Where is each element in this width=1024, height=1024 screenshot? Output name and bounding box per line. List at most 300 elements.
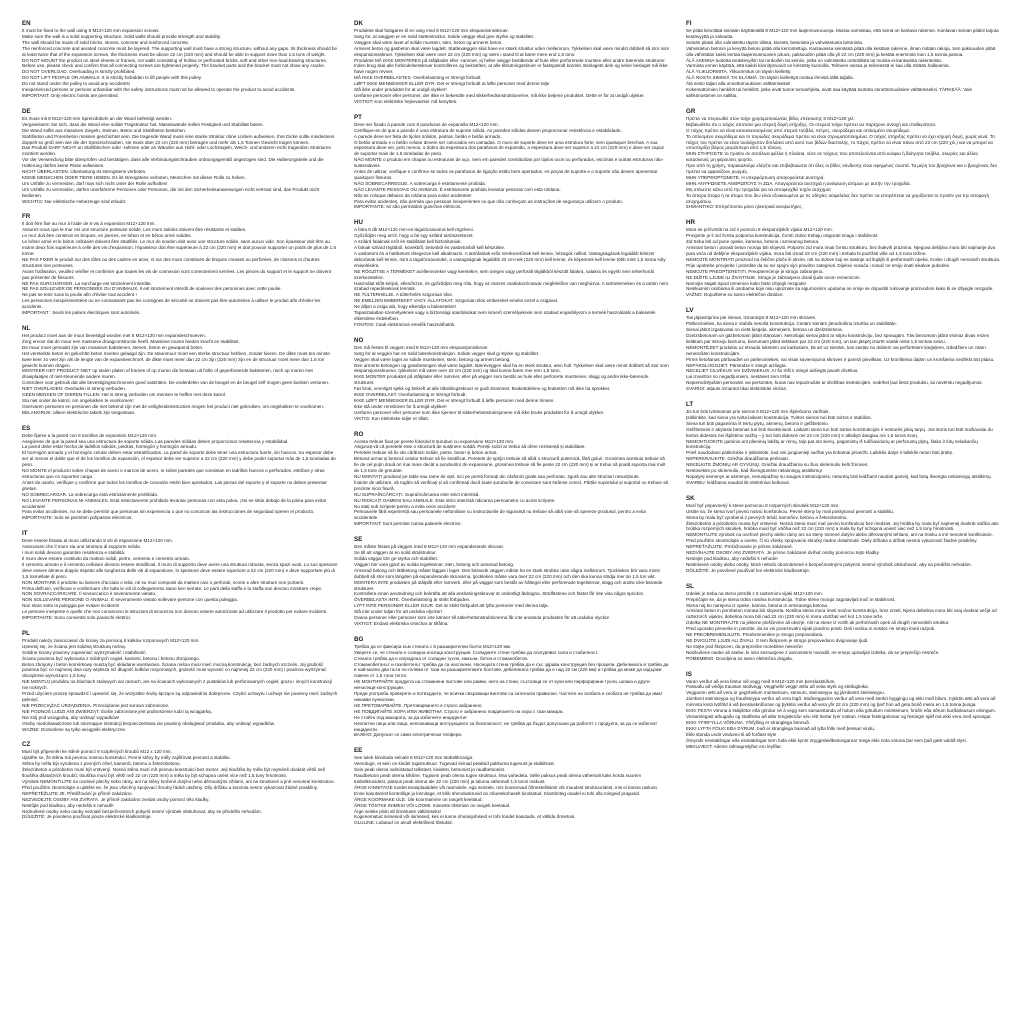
instruction-line: SVARĪGI: atļauts izmantot tikai elektriskās vinčas. <box>686 386 788 392</box>
instruction-line: Győződjön meg arról, hogy a fal egy szilárd tartószerkezet. <box>354 233 474 239</box>
language-section <box>22 20 338 99</box>
instruction-line: Gelžbetonis ir akytasis betonas turi būti sluoksniuoti. Laikanti siena turi būti tvirtos konstrukcijos ir nenturėti jokių tarpų. Jos storis turi būti mažiausiai du kartus didesnis nei išplėtimo varžtų – ji turi būti didesnė nei 22 cm (220 mm) ir atlaikyti daugiau nei 1,5 tonos svorį. <box>686 426 993 438</box>
instruction-line: NE RÖGZÍTSE A TERMÉKET acéllemezekre vagy keretekre, sem üreges vagy perforált téglákból készült falakra, salakra és egyéb nem teherhordó szerkezetekre. <box>354 268 655 280</box>
language-code: GR <box>686 107 696 115</box>
instruction-line: Asegúrese de que la pared sea una estructura de soporte sólida. Las paredes sólidas deben proporcionar resistencia y estabilidad. <box>22 438 289 444</box>
instruction-line: WICHTIG: Nur elektrische Hebezeuge sind erlaubt. <box>22 198 127 204</box>
instruction-line: NIE MONTUJ produktu na blachach stalowych ani ramach, ani na ścianach wykonanych z pustaków lub perforowanych cegieł, gruzu i innych konstrukcji nie nośnych. <box>22 679 332 691</box>
instruction-line: Armeret beton og gasbeton skal være lagdelt. Støttevæggen skal have en stærk struktur uden mellemrum. Tykkelsen skal være mindst dobbelt så stor som ekspansionsskruer. Tykkelsen skal være over 22 cm (220 mm) og være i stand til at bære mere end 1,5 tons. <box>354 45 670 57</box>
instruction-line: НЕ ПРЕТОВАРВАЙТЕ. Претоварването е строго забранено. <box>354 702 483 708</box>
language-section <box>22 630 338 733</box>
language-code: BG <box>354 635 364 643</box>
instruction-line: NEDVÍHAJTE OSOBY ANI ZVIERATÁ. Je prísne zakázané dvíhať osoby pomocou tejto kladky. <box>686 550 880 556</box>
instruction-line: Varmista ennen käyttöä, että kaikki kiinnitysruuvit on kiristetty kunnolla. Telineen osissa ja telineessä ei saa olla mitään halkeamia. <box>686 63 950 69</box>
instruction-line: Ściana powinna być wykonana z solidnych cegieł, kamieni, betonu i betonu zbrojonego. <box>22 655 200 661</box>
instruction-line: Siena turi būti pagaminta iš tvirtų plytų, akmenų, betono ir gelžbetonio. <box>686 420 829 426</box>
instruction-line: Não se coloque debaixo da roldana para evitar acidentes! <box>354 192 472 198</box>
instruction-line: ΜΗΝ ΥΠΕΡΦΟΡΤΩΝΕΤΕ. Η υπερφόρτωση απαγορεύεται αυστηρά. <box>686 174 825 180</box>
language-section <box>686 583 1002 662</box>
instruction-line: NO LEVANTE PERSONAS NI ANIMALES. Está estrictamente prohibido levantar personas con esta polea. ¡No se sitúe debajo de la polea para evitar accidentes! <box>22 497 327 509</box>
instruction-line: VIGTIGT: Kun elektriske hejseværker må benyttes. <box>354 98 458 104</box>
instruction-line: See tuleb kinnitada seinale 8 M12×120 mm tüübeltkruviga. <box>354 755 474 761</box>
instruction-line: Solida väggar bör ge styrka och stabilitet. <box>354 555 439 561</box>
language-section <box>22 425 338 522</box>
instruction-line: ÄLÄ ASENNA tuotetta teräslevyihin tai runkoihin tai seiniin, jotka on valmistettu onttotiilistä tai muista ei-kantavista rakenteista. <box>686 57 943 63</box>
instruction-line: НЕ ПОВДИГАЙТЕ ХОРА ИЛИ ЖИВОТНИ. Строго е забранено повдигането на хора с тази макара. <box>354 708 564 714</box>
instruction-line: Pred použitím skontrolujte a overte, či sú všetky spojovacie skrutky riadne dotiahnuté. Diely držiaka a držiak nesmú vykazovať žiadne praskliny. <box>686 538 978 544</box>
instruction-line: Betonul armat și betonul celular trebuie să fie stratificat. Peretele de sprijin trebuie să aibă o structură puternică, fără goluri. Grosimea acestuia trebuie să fie de cel puțin două ori mai mare decât a șuruburilor de expansiune, grosimea trebuie să fie peste 22 cm (220 mm) și ar trebui să poată suporta mai mult de 1,5 tone de greutate. <box>354 456 666 474</box>
instruction-line: VIKTIGT: Endast elektriska vinschar är tillåtna. <box>354 620 449 626</box>
instruction-line: NIE PODNOŚ LUDZI ANI ZWIERZĄT. Ściśle zabronione jest podnoszenie ludzi tą wciągarką. <box>22 708 212 714</box>
instruction-line: Før bruk, vennligst sjekk og bekreft at alle tilkoblingsskruer er godt strammet. Brakettdelene og braketten må ikke ha sprekker. <box>354 386 611 392</box>
language-code: EN <box>22 20 31 27</box>
language-code: IT <box>22 530 28 538</box>
instruction-line: Pred uporabo preverite in potrdite, da so vsi povezovalni vijaki pravilno priviti. Deli nosilca in nosilec ne smejo imeti razpok. <box>686 626 936 632</box>
language-section <box>354 636 670 739</box>
instruction-line: NIET OVERLADEN: Overladen is streng verboden. <box>22 386 127 392</box>
language-code: LV <box>686 307 694 315</box>
language-section <box>22 741 338 820</box>
instruction-line: Den må festes til veggen med 8 M12×120 mm ekspansjonsskruer. <box>354 344 489 350</box>
language-section <box>686 219 1002 298</box>
instruction-line: Ne pas se tenir sous la poulie afin d'éviter tout accident ! <box>22 292 137 298</box>
instruction-line: MÅ IKKE OVERBELASTES. Overbelastning er strengt forbudt. <box>354 75 482 81</box>
instruction-line: Neizkušene osebe ali osebe, ki niso seznanjene z varnostnimi navodili, ne smejo upravljati izdelka, da se preprečijo nesreče. <box>686 649 940 655</box>
instruction-line: Väggen bör vara gjord av solida tegelstenar, sten, betong och armerad betong. <box>354 561 515 567</box>
instruction-line: Nepatyrę asmenys ar asmenys, nesusipažinę su saugos instrukcijomis, neturėtų būti leidžiami naudoti gaminį, kad būtų išvengta nelaimingų atsitikimų. <box>686 474 992 479</box>
language-section <box>686 495 1002 574</box>
language-section <box>354 337 670 422</box>
instruction-line: Enne kasutamist kontrollige ja kinnitage, et kõik ühenduskruvid on nõuetekohaselt kinnitatud. Klambriteg osadel ei tohi olla mingeid pragusid. <box>354 790 641 796</box>
instruction-line: Se pitää kiinnittää seinään käyttämällä 8 M12×120 mm laajennusruuveja. Muista varmistaa, että seinä on kantava rakenne. Kantavan seinän pitäisi tarjota kestävyyttä ja vakautta. <box>686 28 999 39</box>
instruction-line: A parede deve ser feita de tijolos sólidos, pedras, betão e betão armado. <box>354 133 502 139</box>
instruction-line: Produktet MÅ IKKE MONTERES på stålplader eller -rammer, ej heller vægge bestående af hule eller perforerede mursten eller andre bærende strukturer. <box>354 57 666 63</box>
instruction-line: Neskúsené osoby alebo osoby, ktoré nebolú oboznámené s bezpečnostnými pokynmi nesmú výrobok obsluhovať, aby sa predišlo nehodám. <box>686 561 972 567</box>
instruction-line: ÄRGE KOORMAKE ÜLE. Üle koormamine on rangelt keelatud. <box>354 796 483 802</box>
instruction-line: Inexperienced persons or persons unfamiliar with the safety instructions must not be allowed to operate the product to avoid accidents. <box>22 87 296 93</box>
language-code: DK <box>354 20 363 27</box>
instruction-line: Den armerte betongen og gassbetongen skal være lagdelt. Bæreveggen skal ha en sterk struktur, uten hull. Tykkelsen skal være minst dobbelt så stor som ekspansjonsskruene, tykkelsen må være over 22 cm (220 mm) og skal kunne bære mer enn 1,5 tonn. <box>354 362 669 374</box>
instruction-line: Óreyndir einstaklingar eða einstaklingar sem hafa ekki kynnt öryggisleiðbeiningarnar mega ekki nota vöruna þar sem það gæti valdið slysi. <box>686 737 967 743</box>
instruction-line: Železobetón a pórobetón musia byť vrstvené. Nosná stena musí mať pevnú konštrukciu bez medzier. Jej hrúbka by mala byť najmenej dvakrát väčšia ako hrúbka rozperných skrutiek, hrúbka musí byť väčšia než 22 cm (220 mm) a mala by byť schopná uniesť viac než 1,5 tony hmotnosti. <box>686 520 999 532</box>
instruction-line: VAŽNO: Dopuštene su samo električne dizalice. <box>686 292 784 298</box>
language-code: CZ <box>22 741 31 749</box>
language-code: NL <box>22 324 31 332</box>
instruction-line: NEZVEDEJTE OSOBY ANI ZVÍŘATA. Je přísně zakázáno zvedat osoby pomocí této kladky. <box>22 796 210 802</box>
instruction-line: OLULINE: Lubatud on ainult elektrilised tõstukid. <box>354 820 453 826</box>
instruction-line: Neiskusnim osobama ili osobama koje nisu upoznate sa sigurnosnim uputama ne smije se dopustiti rukovanje proizvodom kako bi se izbjegle nezgode. <box>686 286 994 292</box>
instruction-line: НЕ МОНТИРАЙТЕ продукта на стоманени листове или рамки, нито на стени, състоящи се от кухи или перфорирани тухли, шлака и други неносещи конструкции. <box>354 679 650 691</box>
instruction-line: Неопитни лица или лица, непознаващи инструкциите за безопасност, не трябва да бъдат допускани да работят с продукта, за да се избегнат инциденти. <box>354 720 658 732</box>
instruction-line: Не стойте под макарата, за да избегнете инциденти! <box>354 714 467 720</box>
instruction-line: Pirms lietošanas pārbaudiet un pārliecinieties, vai visas savienojuma skrūves ir pareizi pievilktas. Uz kronšteina daļām un kronšteina nedrīkst būt plaisu. <box>686 356 995 362</box>
instruction-line: NICHT ÜBERLASTEN. Überlastung ist strengstens verboten. <box>22 169 147 175</box>
instruction-line: NEMOJTE MONTIRATI proizvod na čelične ploče ili okvire, niti na zidove koji se sastoje od šupljih ili perforiranih opeka, troske i drugih nenosivih struktura. <box>686 256 1001 262</box>
instruction-line: ΜΗΝ ΣΤΗΡΙΞΕΤΕ το προϊόν σε ατσάλινα φύλλα ή πλαίσια, ούτε σε τοίχους που αποτελούνται από κούφια ή διάτρητα τούβλα, σκωρίες και άλλες κατασκευές μη φέρουσες φορτίο. <box>686 151 979 163</box>
instruction-line: Musí byť pripevnený k stene pomocou 8 rozperných skrutiek M12×120 mm. <box>686 502 840 508</box>
instruction-line: Controleer voor gebruik dat alle bevestigingsschroeven goed vastzitten. De onderdelen van de beugel en de beugel zelf mogen geen barsten vertonen. <box>22 380 330 386</box>
instruction-line: NON MONTARE il prodotto su lamiere d'acciaio o telai, né su muri composti da mattoni cavi o perforati, scorie e altre strutture non portanti. <box>22 579 305 585</box>
instruction-line: Stahlbeton und Porenbeton müssen geschichtet sein. Die tragende Wand muss eine starke Struktur ohne Lücken aufweisen. Ihre Dicke sollte mindestens doppelt so groß sein wie die der Spreizschrauben, sie muss über 22 cm (220 mm) betragen und mehr als 1,5 Tonnen Gewicht tragen können. <box>22 133 335 145</box>
instruction-line: Antes de utilizar, verifique e confirme se todos os parafusos de ligação estão bem apertados. As peças de suporte e o suporte não devem apresentar quaisquer fissuras. <box>354 169 658 180</box>
instruction-line: IMPORTANTE: Sono consentiti solo paranchi elettrici. <box>22 615 132 621</box>
language-section <box>686 20 1002 99</box>
instruction-line: Stå inte under taljan för att undvika olyckor! <box>354 609 443 615</box>
instruction-line: Jis turi būti tvirtinamas prie sienos 8 M12×120 mm išplečiamo varžtais. <box>686 409 830 415</box>
instruction-line: Produktet skal fastgøres til en væg med 8 M12×120 mm ekspansionsskruer. <box>354 28 509 33</box>
instruction-line: NE TÚLTERHELJE. A túlterhelés szigorúan tilos. <box>354 292 453 298</box>
instruction-line: NEPREŤAŽUJTE. Preťažovanie je prísne zakázané. <box>686 544 793 550</box>
instruction-line: Armerad betong och lättbetong måste läggas i lager. Den bärande väggen måste ha en stark struktur utan några mellanrum. Tjockleken bör vara minst dubbelt så stor som längden på expanderande skruvarna, tjockleken måste vara över 22 cm (220 mm) och den ska kunna stödja mer än 1,5 ton vikt. <box>354 567 660 579</box>
instruction-line: Ekki standa undir vindunni til að forðast slys! <box>686 731 777 737</box>
instruction-line: Стоманобетонът и газобетонът трябва да са наслоени. Носещата стена трябва да е със здрава конструкция без процепи. Дебелината ѝ трябва да е най-малко два пъти по-голяма от тази на разширителните болтове, дебелината трябва да е над 22 см (220 мм) и трябва да може да издържи повече от 1,5 тона тегло. <box>354 661 669 679</box>
instruction-line: Het product moet aan de muur bevestigd worden met 8 M12×120 mm expansieschroeven. <box>22 332 206 338</box>
instruction-line: Veggen skal være laget av solide mursteiner, stein, betong og armert betong. <box>354 356 511 362</box>
instruction-line: NE PREOBREMENJUJTE. Preobremenitev je strogo prepovedana. <box>686 632 824 638</box>
instruction-line: Para evitar accidentes, no se debe permitir que personas sin experiencia o que no conozcan las instrucciones de seguridad operen el producto. <box>22 509 315 515</box>
instruction-line: Beton zbrojony i beton komórkowy muszą być układane warstwowo. Ściana nośna musi mieć mocną konstrukcję, bez żadnych szczelin. Jej grubość powinna być co najmniej dwa razy większa niż długość kołków rozporowych, grubość musi wynosić co najmniej 22 cm (220 mm) i powinna wytrzymać obciążenie wynoszące 1,5 tony. <box>22 661 327 679</box>
instruction-line: Se till att väggen är en solid stödstruktur. <box>354 550 437 556</box>
instruction-line: Nemojte stajati ispod remenice kako biste izbjegli nezgode! <box>686 280 807 286</box>
instruction-line: Asigurați-vă că peretele este o structură de susținere solidă. Pereții solizi ar trebui să ofere rezistență și stabilitate. <box>354 444 586 450</box>
instruction-line: Izdelek je treba na steno pritrditi z 8 razteznimi vijaki M12×120 mm. <box>686 590 823 596</box>
instruction-line: Železobeton a pórobeton musí být vrstvený. Nosná stěna musí mít pevnou konstrukci bez mezer. Její tloušťka by měla být nejméně dvakrát větší než tloušťka dilatačních šroubů, tloušťka musí být větší než 22 cm (220 mm) a měla by být schopna unést více než 1,5 tuny hmotnosti. <box>22 767 326 779</box>
language-code: SL <box>686 582 694 590</box>
instruction-line: Уверете се, че стената е солидна носеща конструкция. Солидните стени трябва да осигуряват сила и стабилност. <box>354 649 599 655</box>
instruction-line: Il cemento armato e il cemento cellulare devono essere stratificati. Il muro di supporto deve avere una struttura robusta, senza spazi vuoti. Lo suo spessore deve essere almeno doppio rispetto alle lunghezza delle viti di espansione, lo spessore deve essere superiore a 22 cm (220 mm) e deve supportare più di 1,5 tonnellate di peso. <box>22 561 338 579</box>
language-section <box>354 219 670 327</box>
instruction-line: Le mur doit être construit en briques, en pierres, en béton et en béton armé solides. <box>22 233 192 239</box>
instruction-line: Den måste fästas på väggen med 8 M12×120 mm expanderande skruvar. <box>354 544 505 550</box>
instruction-line: Prima dell'uso, verificare e confermare che tutte le viti di collegamento siano ben serrate. Le parti della staffa e la staffa non devono mostrare crepe. <box>22 585 323 591</box>
instruction-line: MONTERA INTE produkten på stålplåt eller ramverk, eller på väggar som består av håltegel eller perforerade tegelstenar, slagg och andra icke-bärande strukturer. <box>354 579 663 591</box>
instruction-line: Βεβαιωθείτε ότι ο τοίχος αποτελεί μια στερεή δομή στήριξης. Οι στερεοί τοίχοι πρέπει να παρέχουν αντοχή και σταθερότητα. <box>686 121 937 127</box>
instruction-line: Passaðu að veiðja traustan stoðvegg. Vegghellir veggir ættu að veita styrk og stöðugleika. <box>686 684 869 690</box>
instruction-line: Ο τοίχος πρέπει να είναι κατασκευασμένος από στερεά τούβλα, πέτρες, σκυρόδεμα και οπλισμένο σκυρόδεμα. <box>686 127 911 133</box>
instruction-line: NEPŘETĚŽUJTE JE. Přetěžování je přísně zakázáno. <box>22 790 133 796</box>
instruction-line: NEKELKITE ŽMONIŲ AR GYVŪNŲ. Griežtai draudžiama su šiuo skriemuliu kelti žmones. <box>686 462 869 468</box>
instruction-line: Stå ikke under produktet for at undgå ulykker! <box>354 87 447 93</box>
instruction-line: EKKI YFIRFYLLA VÖRUNA. Yfirfylling er stranglega bönnuð. <box>686 719 810 725</box>
instruction-line: Das Produkt DARF NICHT an Stahlblechen oder -rahmen oder an Wänden aus Hohl- oder Lochziegeln, Weich- und anderen nicht tragenden Strukturen montiert werden. <box>22 145 332 157</box>
instruction-line: ÖVERBELASTA INTE. Överbelastning är strikt förbjuden. <box>354 597 471 603</box>
instruction-line: Ne álljon a csiga alá, hogy elkerülje a baleseteket! <box>354 304 456 310</box>
instruction-line: ÄLÄ NOSTA IHMISIÄ TAI ELÄIMIÄ. On täysin kiellettyä nostaa ihmisiä tällä taljalla. <box>686 75 854 81</box>
language-section <box>22 325 338 416</box>
language-code: NO <box>354 336 364 344</box>
instruction-line: Peretele trebuie să fie din cărămizi solide, pietre, beton și beton armat. <box>354 450 498 456</box>
instruction-line: Uerfarne personer eller personer som ikke kjenner til sikkerhetsinstruksjonene må ikke bruke produktet for å unngå ulykker. <box>354 409 605 415</box>
instruction-line: Nestůjte pod kladkou, aby nedošlo k nehodě! <box>22 802 114 808</box>
instruction-line: Para evitar acidentes, não permita que pessoas inexperientes ou que não conheçam as instruções de segurança utilizem o produto. <box>354 198 623 204</box>
instruction-line: LYFT INTE PERSONER ELLER DJUR. Det är strikt förbjudet att lyfta personer med denna talja. <box>354 603 549 609</box>
instruction-line: Stena by mala byť vyrobená z pevných tehál, kameňov, betónu a železobetónu. <box>686 514 848 520</box>
instruction-line: Raudbetoon peab olema kihiline. Tugisein peab olema tugev struktuur, ilma vahedeta. Selle paksus peab olema vähemalt kaks korda suurem tüübelkruvidest, paksus peab olema üle 22 cm (220 mm) ja taluma vähemalt 1,5 tonni raskust. <box>354 773 642 784</box>
instruction-line: MIKILVÆGT: Aðeins rafmagnslyftur eru leyfðar. <box>686 743 782 749</box>
instruction-line: Kogenematud inimesed või inimesed, kes ei tunne ohutusjuhiseid ei tohi toodet kasutada, et vältida õnnetusi. <box>354 814 576 820</box>
instruction-line: Antes de usarlo, verifique y confirme que todos los tornillos de conexión estén bien apretados. Las piezas del soporte y el soporte no deben presentar grietas. <box>22 479 327 491</box>
instruction-line: It must be fixed to the wall using 8 M12×120 mm expansion screws. <box>22 28 160 33</box>
instruction-line: Assurez-vous que le mur est une structure porteuse solide. Les murs solides doivent être résistants et stables. <box>22 227 247 233</box>
instruction-line: NE PAS SURCHARGER. La surcharge est strictement interdite. <box>22 280 152 286</box>
instruction-line: IMPORTANT: Sunt permise numai palanele electrice. <box>354 521 462 527</box>
instruction-line: Armirani beton in porobeton morata biti slojevita. Nosilna stena mora imeti močno konstrukcijo, brez vrzeli. Njena debelina mora biti vsaj dvakrat večja od raztezních vijakov, debelina mora biti nad 22 cm (220 mm) in mora vzdržati več kot 1,5 tone teže. <box>686 608 997 620</box>
instruction-line: Przed użyciem proszę sprawdzić i upewnić się, że wszystkie śruby łączące są odpowiednio dokręcone. Części uchwytu i uchwyt nie powinny mieć żadnych pęknięć. <box>22 691 338 702</box>
instruction-line: De muur moet gemaakt zijn van massieve bakstenen, stenen, beton en gewapend beton. <box>22 344 204 350</box>
instruction-line: Prepričajte se, da je stena trdna nosilna konstrukcija. Trdne stene morajo zagotavljati moč in stabilnost. <box>686 596 896 602</box>
instruction-line: O betão armado e o betão celular devem ser colocados em camadas. O muro de suporte deve ter uma estrutura forte, sem quaisquer brechas. A sua espessura deve ser, pelo menos, o dobro da espessura dos parafusos de expansão, a espessura deve ser superior a 22 cm (220 mm) e deve ser capaz de suportar mais de 1,5 toneladas de peso. <box>354 139 664 157</box>
instruction-line: Älä seiso taljan alla onnettomuuksien välttämiseksi! <box>686 81 791 87</box>
language-section <box>354 114 670 211</box>
instruction-line: Kontrollera innan användning och bekräfta att alla anslutningsskruvar är ordentligt åtdragna. Stödfästena och fästet får inte visa några sprickor. <box>354 591 645 597</box>
instruction-line: ΣΗΜΑΝΤΙΚΟ: Επιτρέπονται μόνο ηλεκτρικά ανυψωτήρες. <box>686 204 803 210</box>
instruction-line: FONTOS: Csak elektromos emelők használhatók. <box>354 321 456 327</box>
column-2 <box>354 20 670 1010</box>
instruction-line: Onervaren personen en personen die niet bekend zijn met de veiligheidsinstructies mogen het product niet gebruiken, om ongelukken te voorkomen. <box>22 403 325 409</box>
instruction-line: Avant l'utilisation, veuillez vérifier et confirmer que toutes les vis de connexion sont correctement serrées. Les pièces du support et le support ne doivent pas présenter de fissures. <box>22 268 331 280</box>
instruction-line: DŮLEŽITÉ: Je povoleno používat pouze elektrické kladkostroje. <box>22 814 152 820</box>
instruction-line: Zid treba biti od pune opeke, kamena, betona i armiranog betona. <box>686 239 820 245</box>
instruction-line: NEPĀRSLOGOJIET. Pārslodze ir stingri aizliegta. <box>686 362 787 368</box>
instruction-line: DO NOT LIFT PEOPLE OR ANIMALS. It is strictly forbidden to lift people with this pulley. <box>22 75 202 81</box>
instruction-line: Трябва да се фиксира към стената с 8 разширителни болта M12×120 мм. <box>354 643 512 649</box>
instruction-line: DÔLEŽITÉ: Je povolené používať len elektrické kladkostroje. <box>686 567 811 573</box>
instruction-line: Πρέπει να στερεωθεί στον τοίχο χρησιμοποιώντας βίδες επέκτασης 8 M12×120 χιλ. <box>686 115 855 121</box>
instruction-line: Stěna by měla být vyrobena z pevných cihel, kamenů, betonu a železobetonu. <box>22 761 181 767</box>
language-code: DE <box>22 107 31 115</box>
instruction-line: NEMONTUOKITE gaminio ant plieninių lakštų ar rėmų, taip pat ant sienų, pagamintų iš tuščiavidurių ar perforuotų plytų, šlako ir kitų nelaikančių konstrukcijų. <box>686 438 978 450</box>
instruction-line: NEMONTĒJIET produktu uz tērauda loksnēm vai karkasiem, kā arī uz sienām, kas sastāv no dobiem vai perforētiem ķieģeļiem, izdedžiem un citām nenesošām konstrukcijām. <box>686 344 986 356</box>
instruction-line: Veggurinn ætti að vera úr gegnheilum múrsteinum, steinum, steinsteypu og járnbentri steinsteypu. <box>686 690 885 696</box>
instruction-line: NÃO MONTE o produto em chapas ou estruturas de aço, nem em paredes constituídas por tijolos ocos ou perfurados, escórias e outras estruturas não-sustentáveis. <box>354 157 664 169</box>
instruction-line: Zorg ervoor dat de muur een massieve draagconstructie heeft. Massieve muren bieden kracht en stabiliteit. <box>22 338 240 344</box>
instruction-line: Sienai jābūt izgatavotai no cietā ķieģeļa, akmeņiem, betona un dzelzsbetona. <box>686 327 843 333</box>
instruction-line: A szilárd falaknak erőt és stabilitást kell biztosítaniuk. <box>354 239 462 245</box>
instruction-line: ВАЖНО: Допускат се само електрически телфери. <box>354 732 463 738</box>
instruction-line: Ärge seiske ploki all õnnetuste vältimiseks! <box>354 808 442 814</box>
instruction-line: Nepieredzējušām personām vai personām, kuras nav iepazinušās ar drošības instrukcijām, nedrīkst ļaut lietot produktu, lai novērstu negadījumus. <box>686 380 983 386</box>
instruction-line: Ovana personer eller personer som inte känner till säkerhetsinstruktionerna får inte använda produkten för att undvika olyckor. <box>354 615 611 621</box>
instruction-line: Nestojte pod kladkou, aby nedošlo k nehode! <box>686 555 778 561</box>
language-section <box>354 747 670 826</box>
language-code: HR <box>686 219 695 227</box>
instruction-line: Assicurarsi che il muro sia una struttura di supporto solida. <box>22 544 141 550</box>
instruction-line: Vinsamlegast athugaðu og staðfestu að allar tengiskrúfur séu rétt hertar fyrir notkun. Hlutar festingarinnar og festingin sjálf má ekki vera með sprungur. <box>686 714 992 719</box>
instruction-line: IKKE OVERBELAST. Overbelastning er strengt forbudt. <box>354 392 467 398</box>
instruction-line: Nu stați sub scripete pentru a evita orice accident! <box>354 503 456 509</box>
instruction-line: NON SOLLEVARE PERSONE O ANIMALI. È severamente vietato sollevare persone con questa puleggia. <box>22 597 238 603</box>
language-code: FI <box>686 20 692 27</box>
instruction-line: Pārliecinieties, ka siena ir stabila nesošā konstrukcija. Cietām sienām jānodrošina izturība un stabilitāte. <box>686 321 897 327</box>
language-section <box>354 536 670 627</box>
instruction-line: LØFT IKKE MENNESKER ELLER DYR. Det er strengt forbudt at løfte personer med denne talje. <box>354 81 551 87</box>
instruction-line: Veenduge, et sein on kindel tugistruktuur. Tugevad seinad peaksid pakkuma tugevust ja stabiilsust. <box>354 761 555 767</box>
language-code: IS <box>686 670 692 678</box>
column-3 <box>686 20 1002 1010</box>
instruction-line: Uerfarne personer eller personer, der ikke er bekendte med sikkerhedsinstruktionerne, må ikke betjene produktet. Dette er for at undgå ulykker. <box>354 92 645 98</box>
instruction-line: Ne stojte pod škripcem, da preprečite morebitne nesreče! <box>686 643 803 649</box>
instruction-line: NE EMELJEN EMBEREKET VAGY ÁLLATOKAT. Szigorúan tilos embereket emelni ezzel a csigával. <box>354 298 558 304</box>
instruction-line: Vergewissern Sie sich, dass die Wand eine solide Tragstruktur hat. Massivwände sollen Festigkeit und Stabilität bieten. <box>22 121 264 127</box>
instruction-line: Varan verður að vera festur við vegg með 8 M12×120 mm þenslusktúfum. <box>686 678 836 684</box>
instruction-line: ÄRGE KINNITAGE toodet terasplaatidele või raamidele, ega seintele, mis koosnevad õõnestellistest või muudest struktuuridest, mis ei kanna raskust. <box>354 784 659 790</box>
instruction-line: Osoby niedoświadczone lub nieznające instrukcji bezpieczeństwa nie powinny obsługiwać produktu, aby uniknąć wypadków. <box>22 720 276 726</box>
instruction-line: Il muro deve essere costituito da mattoni solidi, pietre, cemento e cemento armato. <box>22 555 191 561</box>
instruction-line: EKKI FESTA vöruna á stálplötur eða grindur né á vegg sem samanstanda af holum eða götuðum múrsteinum, hrúðri eða öðrum burðarlausum einingum. <box>686 708 997 714</box>
language-code: ES <box>22 424 31 432</box>
instruction-line: NECELIET CILVĒKUS VAI DZĪVNIEKUS. Ar šo trīši ir stingri aizliegts pacelt cilvēkus. <box>686 368 859 374</box>
language-section <box>22 213 338 316</box>
instruction-line: Inden brug skal alle forbindelsesskruer kontrolleres og bekræftes, at alle tilslutningsskruer er fastspændt korrekt. Beslagets dele og selve beslaget må ikke have nogen revner. <box>354 63 668 75</box>
instruction-line: Sta niet onder de katrol, om ongelukken te voorkomen! <box>22 397 134 403</box>
instruction-line: Ujistěte se, že stěna má pevnou nosnou konstrukci. Pevné stěny by měly zajišťovat pevnost a stabilitu. <box>22 755 231 761</box>
instruction-line: IMPORTANTE: só são permitidos guinchos elétricos. <box>354 204 462 210</box>
instruction-line: Solidne ściany powinny zapewniać wytrzymałość i stabilność. <box>22 649 147 655</box>
instruction-line: WAŻNE: Dozwolone są tylko wciągniki elektryczne. <box>22 726 127 732</box>
instruction-line: NE DVIGUJTE LJUDI ALI ŽIVALI. S tem škripcem je strogo prepovedano dvigovanje ljudi. <box>686 637 869 643</box>
instruction-line: Le béton armé et le béton cellulaire doivent être stratifiés. Le mur de soutien doit avoir une structure solide, sans aucun vide. Son épaisseur doit être au moins deux fois supérieure à celle des vis d'expansion, l'épaisseur doit être supérieure à 22 cm (220 mm) et doit pouvoir supporter un poids de plus de 1,5 tonne. <box>22 239 337 256</box>
instruction-line: IMPORTANT : Seuls les palans électriques sont autorisés. <box>22 310 141 316</box>
instruction-line: Stena naj bo narejena iz opeke, kamna, betona in armiranega betona. <box>686 602 829 608</box>
instruction-line: Do not stand under the pulley to avoid any accidents! <box>22 81 131 87</box>
instruction-line: Ikke stå under remskiven for å unngå ulykker! <box>354 403 447 409</box>
instruction-line: DO NOT MOUNT the product on steel sheets or frames, nor walls consisting of hollow or perforated bricks, soft and other non-load-bearing structures. <box>22 57 327 63</box>
instruction-line: Стената трябва да е изградена от солидни тухли, камъни, бетон и стоманобетон. <box>354 655 529 661</box>
instruction-line: NO MONTE el producto sobre chapas de acero o marcos de acero, ni sobre paredes que consistan en ladrillos huecos o perforados, estribos y otras estructuras que no soporten carga. <box>22 468 325 479</box>
language-code: SK <box>686 494 695 502</box>
language-code: FR <box>22 213 31 221</box>
instruction-line: Преди употреба проверете и потвърдете, че всички свързващи винтове са затегнати правилно. Частите на скобата и скобата не трябва да имат никакви пукнатини. <box>354 691 663 702</box>
instruction-line: Μη στέκεστε κάτω από την τροχαλία για να αποφευχθεί τυχόν ατύχημα! <box>686 186 831 192</box>
instruction-line: Het versterkte beton en geluchtte beton moeten gelaagd zijn. De steunmuur moet een sterke structuur hebben, zonder kieren. De dikte moet ten minste twee keer zo veel zijn als de lengte van de expansieschroef, de dikte moet meer dan 22 cm zijn (220 mm) zijn en de structuur moet meer dan 1,5 ton gewicht kunnen dragen. <box>22 350 330 368</box>
instruction-line: KEINE MENSCHEN ODER TIERE HEBEN. Es ist strengstens verboten, Menschen mit dieser Rolle zu heben. <box>22 174 246 180</box>
instruction-line: Nestovėkite po skriemuliu, kad išvengtumėte nelaimingų atsitikimų! <box>686 468 823 474</box>
instruction-line: GEEN MENSEN OF DIEREN TILLEN. Het is streng verboden om mensen te heffen met deze katrol. <box>22 392 227 398</box>
instruction-line: IKKE LØFT MENNESKER ELLER DYR. Det er strengt forbudt å løfte personer med denne trinsen. <box>354 397 555 403</box>
instruction-line: Τα άπειρα άτομα ή τα άτομα που δεν είναι εξοικειωμένα με τις οδηγίες ασφαλείας δεν πρέπει να επιτρέπεται να χειρίζονται το προϊόν για την αποφυγή ατυχημάτων. <box>686 192 990 204</box>
language-section <box>686 307 1002 392</box>
instruction-line: NÃO SOBRECARREGUE. A sobrecarga é estritamente proibida. <box>354 180 486 186</box>
instruction-line: DO NOT OVERLOAD. Overloading is strictly prohibited. <box>22 69 136 75</box>
instruction-line: NE DIŽITE LJUDE ILI ŽIVOTINJE. Strogo je zabranjeno dizati ljude ovom remenicom. <box>686 274 861 280</box>
instruction-line: A vasbetont és a habbetont rétegezve kell alkalmazni. A tartófalnak erős szerkezetűnek kell lennie, hézagok nélkül. Vastagságának legalább kétszer akkorának kell lennie, mint a tágulócsavaroké, a vastagságnak legalább 22 cm-nek (220 mm) kell lennie, és képesnek kell lennie több mint 1,5 tonna súly elviselésére. <box>354 251 666 268</box>
language-section <box>22 108 338 205</box>
instruction-line: Before use, please check and confirm that all connecting screws are tightened properly. The bracket parts and the bracket must not show any cracks. <box>22 63 325 69</box>
instruction-line: POMEMBNO: Dovoljena so samo električna dvigala. <box>686 655 793 661</box>
instruction-line: Πριν από τη χρήση, παρακαλούμε ελέγξτε και επιβεβαιώστε ότι όλες οι βίδες σύνδεσης είναι σφιγμένες σωστά. Τα μέρη του βραχίονα και ο βραχίονας δεν πρέπει να εμφανίζουν ρωγμές. <box>686 163 998 175</box>
instruction-line: Sein peab olema valmistatud tellistest, kividest, betoonist ja raudbetoonist. <box>354 767 506 773</box>
instruction-line: MONTEER HET PRODUCT NIET op stalen platen of frames of op muren die bestaan uit holle of geperforeerde bakstenen, noch op muren met draaiplaatjes of niet-steunende andere muren. <box>22 368 313 380</box>
instruction-line: Debe fijarse a la pared con 8 tornillos de expansión M12×120 mm. <box>22 432 158 438</box>
instruction-line: NE PAS FIXER le produit sur des tôles ou des cadres en acier, ni sur des murs constitués de briques creuses ou perforées, de cloisons et d'autres structures non porteuses. <box>22 256 320 268</box>
language-code: LT <box>686 401 694 409</box>
instruction-line: Tapasztalatlan személyeknek vagy a biztonsági utasításokat nem ismerő személyeknek nem szabad engedélyezni a termék használatát a balesetek elkerülése érdekében. <box>354 310 656 321</box>
instruction-line: NEMONTUJTE výrobok na oceľové plechy alebo rámy ani na steny tvorené dutými alebo děrovanými tehlami, ani na trosku a iné nenosné konštrukcie. <box>686 532 993 538</box>
instruction-line: Persoanele fără experiență sau persoanele nefamiliare cu instrucțiunile de siguranță nu trebuie să aibă voie să opereze produsul, pentru a evita accidentele. <box>354 509 646 521</box>
instruction-line: NEMOJTE PREOPTERETITI. Preopterećenje je strogo zabranjeno. <box>686 268 824 274</box>
language-section <box>22 530 338 621</box>
language-section <box>686 671 1002 750</box>
instruction-line: Væggen skal være lavet af solide mursten, sten, beton og armeret beton. <box>354 39 503 45</box>
instruction-line: Um Unfälle zu vermeiden, dürfen unerfahrene Personen oder Personen, die mit den Sicherheitsanweisungen nicht vertraut sind, das Produkt nicht bedienen. <box>22 186 320 198</box>
instruction-line: Vahvistetun betonin ja kevyttä betoni pitää olla kerrostettuja. Kantavassa seinässä pitää olla kestävä rakenne, ilman mitään rakoja. Sen paksuuden pitää olla vähintään kaksi kertaa laajennusruuvien pituus, paksuuden pitää olla yli 22 cm (220 mm) ja kestää enemmän kuin 1,5 tonnia painoa. <box>686 45 996 57</box>
language-section <box>354 20 670 105</box>
instruction-line: A falnak szilárd téglából, kövekből, betonból és vasbetonból kell készülnie. <box>354 245 506 251</box>
instruction-line: Kokemattomien henkilöt tai henkilöt, jotka eivät tunne turvaohjeita, eivät saa käyttää tuotetta onnettomuuksien välttämiseksi. TÄRKEÄÄ: Vain sähkönostimet on sallittu. <box>686 87 973 98</box>
instruction-line: EKKI LYFTA FÓLKI EÐA DÝRUM. Það er stranglega bannað að lyfta fólki með þessari vindu. <box>686 725 876 731</box>
instruction-line: Sørg for, at væggen er en solid støttestruktur. Solide vægge skal give styrke og stabilitet. <box>354 33 535 39</box>
instruction-line: ÄLÄ YLIKUORMITA. Ylikuormitus on täysin kielletty. <box>686 69 792 75</box>
instruction-line: NU MONTAȚI produsul pe table sau rame de oțel, nici pe pereți formați din cărămizi goale sau perforate, zgură sau alte structuri nesusținute. <box>354 474 640 479</box>
instruction-line: Sørg for at veggen har en solid bærekonstruksjon. Solide vegger skal gi styrke og stabilitet. <box>354 350 540 356</box>
instruction-line: ΜΗΝ ΑΝΥΨΩΝΕΤΕ ΑΝΘΡΩΠΟΥΣ Ή ΖΩΑ. Απαγορεύεται αυστηρά η ανύψωση ατόμων με αυτήν την τροχαλία. <box>686 180 911 186</box>
instruction-line: SVARBU: leidžiama naudoti tik elektrinius keltuvus. <box>686 479 791 485</box>
instruction-line: Non stare sotto la puleggia per evitare incidenti! <box>22 603 120 609</box>
instruction-line: Įsitikinkite, kad siena yra tvirta laikanti konstrukcija. Tvirtos sienos turi būti tvirtos ir stabilios. <box>686 414 872 420</box>
language-section <box>354 431 670 528</box>
instruction-line: Nie stój pod wciągarką, aby uniknąć wypadków! <box>22 714 120 720</box>
instruction-line: Es muss mit 8 M12×120 mm Spreizdübeln an der Wand befestigt werden. <box>22 115 173 121</box>
instruction-line: Il doit être fixé au mur à l'aide de 8 vis à expansion M12×120 mm. <box>22 221 156 227</box>
instruction-line: ÄRGE TÕSTKE INIMESI VÕI LOOMI. Inimeste tõstmine on rangelt keelatud. <box>354 802 511 808</box>
instruction-line: IMPORTANT: Only electric hoists are permitted. <box>22 92 119 98</box>
language-section <box>686 401 1002 486</box>
instruction-line: Provjerite je li zid čvrsta potporna konstrukcija. Čvrsti zidovi trebaju osigurati snagu i stabilnost. <box>686 233 879 239</box>
instruction-line: Produkt należy zamocować do ściany za pomocą 8 kołków rozporowych M12×120 mm. <box>22 637 200 643</box>
instruction-line: Használat előtt kérjük, ellenőrizze, és győződjön meg róla, hogy az összes csatlakozócsavar megfelelően van meghúzva. A tartóelemeken és a tartón nem szabad repedéseknek lenniük. <box>354 280 669 292</box>
language-code: PT <box>354 113 362 121</box>
instruction-line: Dzelzsbetonam un gāzbetonam jābūt slāņotam. Nesošajai sienai jābūt ar stipru konstrukciju, bez spraugām. Tās biezumam jābūt vismaz divas reizes lielākam par skrūvju biezumu, biezumam jābūt lielākam par 22 cm (220 mm), un tam jāspēj izturēt vairāk nekā 1,5 tonnas svaru. <box>686 332 989 344</box>
instruction-line: Le persone inesperte e quelle che non conoscono le istruzioni di sicurezza non devono essere autorizzate ad utilizzare il prodotto per evitare incidenti. <box>22 609 328 615</box>
instruction-line: Înainte de utilizare, vă rugăm să verificați și să confirmați dacă toate șuruburile de conectare sunt strânse corect. Părțile suportului și suportul nu trebuie să prezinte nicio fisură. <box>354 479 669 491</box>
instruction-line: Výrobek NEMONTUJTE na ocelové plechy nebo rámy, ani na stěny tvořené dutými nebo děrovanými cihlami, ani na struskové a jiné nenosné konstrukce. <box>22 778 335 784</box>
instruction-line: Το οπλισμένο σκυρόδεμα και το πορώδες σκυρόδεμα πρέπει να είναι στρωματοποιημένα. Ο τοίχος στήριξης πρέπει να έχει ισχυρή δομή, χωρίς κενά. Το πάχος του πρέπει να είναι τουλάχιστον διπλάσιο από αυτό των βιδών διαστολής, το πάχος πρέπει να είναι πάνω από 22 cm (220 χιλ.) και να μπορεί να υποστηρίξει βάρος μεγαλύτερο από 1,5 τόνους. <box>686 133 995 151</box>
instruction-line: Upewnij się, że ściana jest solidną strukturą nośną. <box>22 643 126 649</box>
instruction-line: Deve ser fixado à parede com 8 parafusos de expansão M12×120 mm. <box>354 121 499 127</box>
instruction-line: Před použitím zkontrolujte a ujistěte se, že jsou všechny spojovací šrouby řádně utaženy. Díly držáku a konzola nesmí vykazovat žádné praskliny. <box>22 784 319 790</box>
language-section <box>686 108 1002 211</box>
instruction-line: A falra 8 db M12×120 mm-es tágulócsavarral kell rögzíteni. <box>354 227 474 233</box>
instruction-line: Die Wand sollte aus massiven Ziegeln, Steinen, Beton und Stahlbeton bestehen. <box>22 127 187 133</box>
instruction-line: NEPERKRAUKITE. Griežtai draudžiama perkrauti. <box>686 456 789 462</box>
instruction-line: NÃO LEVANTE PESSOAS OU ANIMAIS. É estritamente proibido levantar pessoas com esta roldana. <box>354 186 561 192</box>
instruction-line: Um Unfälle zu vermeiden, darf man sich nicht unter der Rolle aufhalten! <box>22 180 168 186</box>
language-code: EE <box>354 747 363 755</box>
instruction-line: Seinän pitäisi olla valmistettu täysin tiilistä, kivestä, betonista ja vahvistetusta betonista. <box>686 39 864 45</box>
instruction-line: Armirani beton i porasti beton moraju biti slojeviti. Potporni zid mora imati čvrstu strukturu, bez ikakvih praznina. Njegova debljina mora biti najmanje dva puta veća od debljine ekspanzijskih vijaka, mora biti iznad 22 cm (220 mm) i trebala bi podržati više od 1,5 tona težine. <box>686 245 996 256</box>
instruction-line: Les personnes inexpérimentées ou ne connaissant pas les consignes de sécurité ne doivent pas être autorisées à utiliser le produit afin d'éviter les accidents. <box>22 298 321 310</box>
language-code: RO <box>354 430 364 438</box>
language-code: HU <box>354 219 363 227</box>
instruction-line: Prieš naudodami patikrinkite ir įsitikinkite, kad visi jungiamieji varžtai yra tinkamai priveržti. Laikiklio dalys ir laikiklis neturi būti įtrūkę. <box>686 450 954 456</box>
instruction-line: Acesta trebuie fixat pe perete folosind 8 șuruburi cu expansiune M12×120 mm. <box>354 438 515 444</box>
instruction-line: Vor der Verwendung bitte überprüfen und bestätigen, dass alle Verbindungsschrauben ordnungsgemäß angezogen sind. Die Halterungsteile und die Halterung dürfen keine Risse aufweisen. <box>22 157 324 169</box>
instruction-line: Prije upotrebe provjerite i potvrdite da su svi spojni vijci pravilno zategnuti. Dijelovi nosača i nosač ne smiju imati nikakve pukotine. <box>686 262 951 268</box>
instruction-line: BELANGRIJK: alleen elektrische takels zijn toegestaan. <box>22 409 136 415</box>
instruction-line: Izdelka NE MONTIRAJTE na jeklene ploščevine ali okvirje, niti na stene iz votlih ali perforiranih opek ali drugih nenosilnih struktur. <box>686 620 950 626</box>
instruction-line: The wall should be made of solid bricks, stones, concrete and reinforced concrete. <box>22 39 190 45</box>
instruction-line: NU RIDICAȚI OAMENI SAU ANIMALE. Este strict interzisă ridicarea persoanelor cu acest scripete. <box>354 497 556 503</box>
instruction-line: La pared debe estar hecha de ladrillos sólidos, piedras, hormigón y hormigón armado. <box>22 444 198 450</box>
instruction-line: The reinforced concrete and aerated concrete must be layered. The supporting wall must have a strong structure, without any gaps. Its thickness should be at least twice that of the expansion screws, the thickness must be above 22 cm (220 mm) and should be able to support more than 1.5 tons of weight. <box>22 45 338 57</box>
column-1 <box>22 20 338 1010</box>
instruction-line: Uistite sa, že stena tvorí pevnú nosnú konštrukciu. Pevné steny by mali poskytovať pevnosť a stabilitu. <box>686 508 895 514</box>
instruction-line: NU SUPRAÎNCĂRCAȚI. Supraîncărcarea este strict interzisă. <box>354 491 480 497</box>
instruction-line: Certifique-se de que a parede é uma estrutura de suporte sólida. As paredes sólidas devem proporcionar resistência e estabilidade. <box>354 127 622 133</box>
instruction-line: Nezkušené osoby nebo osoby neznalé bezpečnostních pokynů nesmí výrobek obsluhovat, aby se předešlo nehodám. <box>22 808 262 814</box>
instruction-line: Deve essere fissato al muro utilizzando 8 viti di espansione M12×120 mm. <box>22 538 174 544</box>
instruction-line: Make sure the wall is a solid supporting structure. Solid walls should provide strength and stability. <box>22 33 222 39</box>
